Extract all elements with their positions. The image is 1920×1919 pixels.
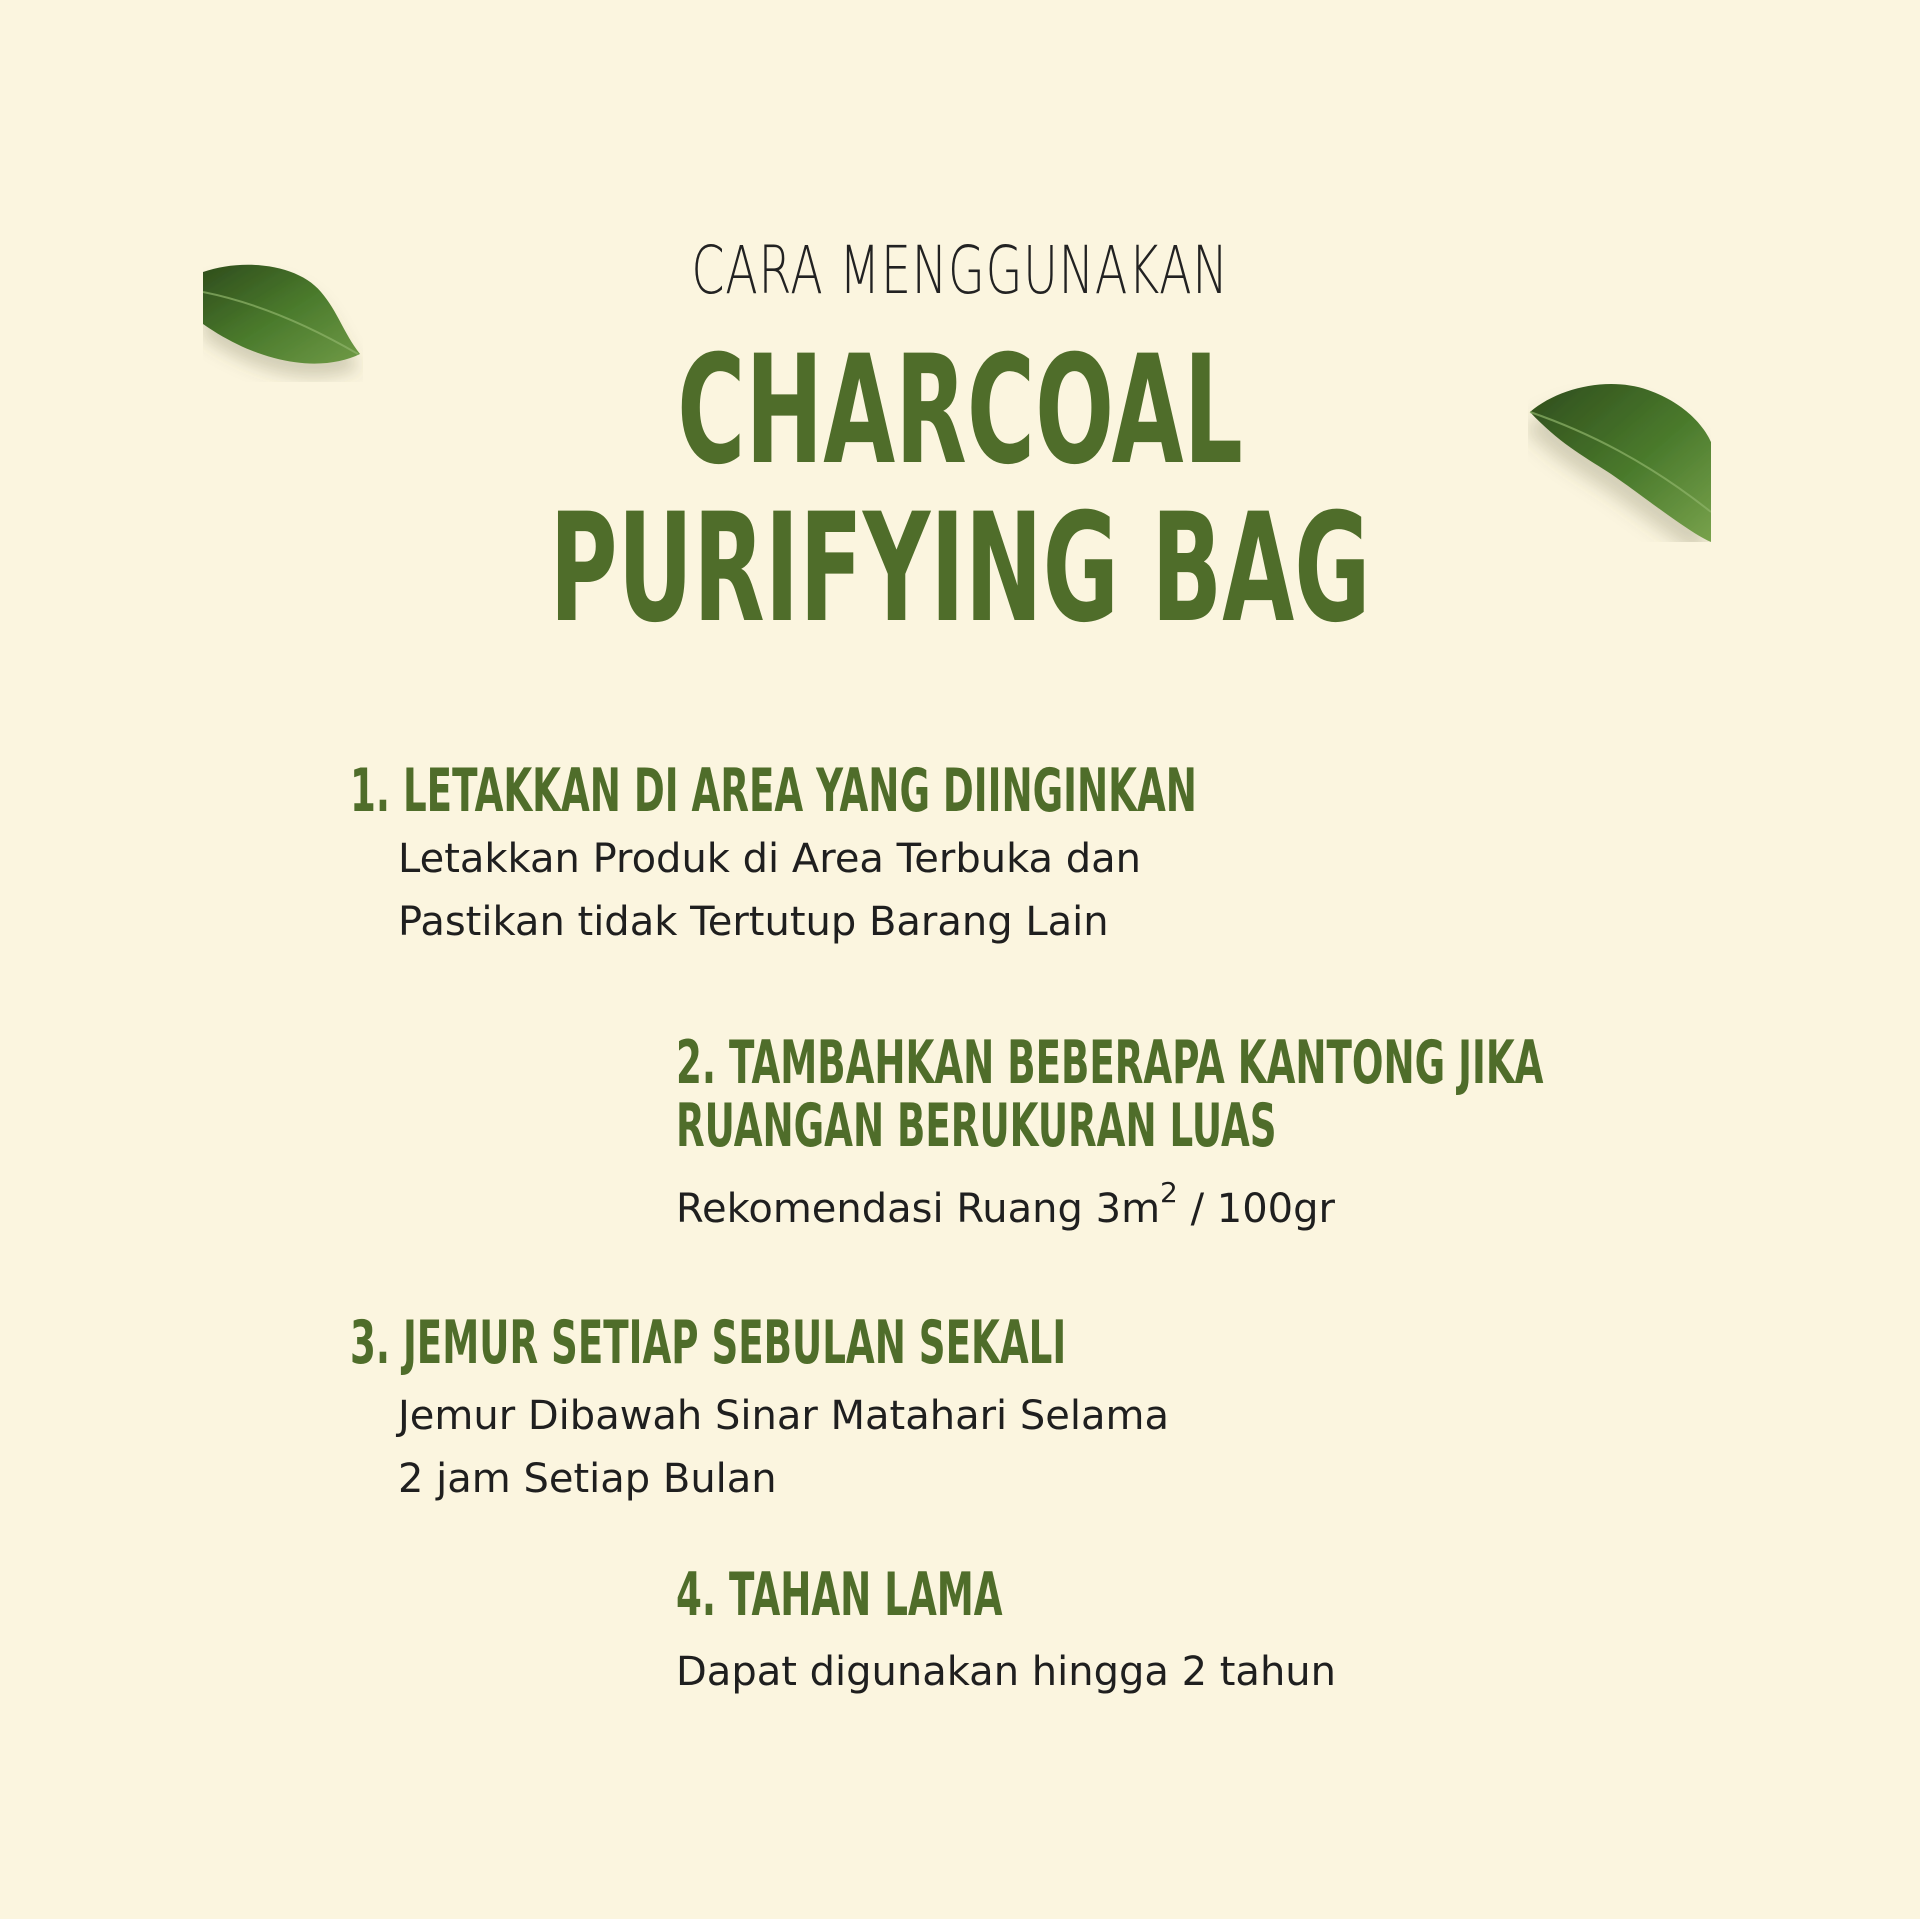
step-2-heading — [676, 1028, 1544, 1161]
step-1-body-line1: Letakkan Produk di Area Terbuka dan — [398, 836, 1142, 882]
page-title-line2: PURIFYING BAG — [549, 482, 1371, 656]
leaf-right-icon — [1528, 382, 1711, 542]
step-3-heading: 3. JEMUR SETIAP SEBULAN SEKALI — [350, 1308, 1067, 1378]
step-1-body — [398, 828, 1141, 954]
step-3-body — [398, 1385, 1169, 1511]
eyebrow-text: CARA MENGGUNAKAN — [691, 232, 1229, 309]
step-4-body — [676, 1641, 1336, 1704]
step-1-body-line2: Pastikan tidak Tertutup Barang Lain — [398, 899, 1109, 945]
step-2-body-suffix: / 100gr — [1177, 1186, 1335, 1232]
step-2-body-superscript: 2 — [1160, 1176, 1178, 1209]
step-2-body-prefix: Rekomendasi Ruang 3m — [676, 1186, 1161, 1232]
step-2-body — [676, 1178, 1335, 1241]
step-2-heading-line1: 2. TAMBAHKAN BEBERAPA KANTONG JIKA — [676, 1028, 1544, 1098]
step-2-heading-line2: RUANGAN BERUKURAN LUAS — [676, 1091, 1277, 1161]
step-3-body-line2: 2 jam Setiap Bulan — [398, 1456, 777, 1502]
step-4-heading: 4. TAHAN LAMA — [676, 1560, 1003, 1630]
step-3-body-line1: Jemur Dibawah Sinar Matahari Selama — [398, 1393, 1169, 1439]
step-1-heading: 1. LETAKKAN DI AREA YANG DIINGINKAN — [350, 756, 1197, 826]
step-4-body-line1: Dapat digunakan hingga 2 tahun — [676, 1649, 1336, 1695]
page-title-line1: CHARCOAL — [677, 324, 1243, 498]
